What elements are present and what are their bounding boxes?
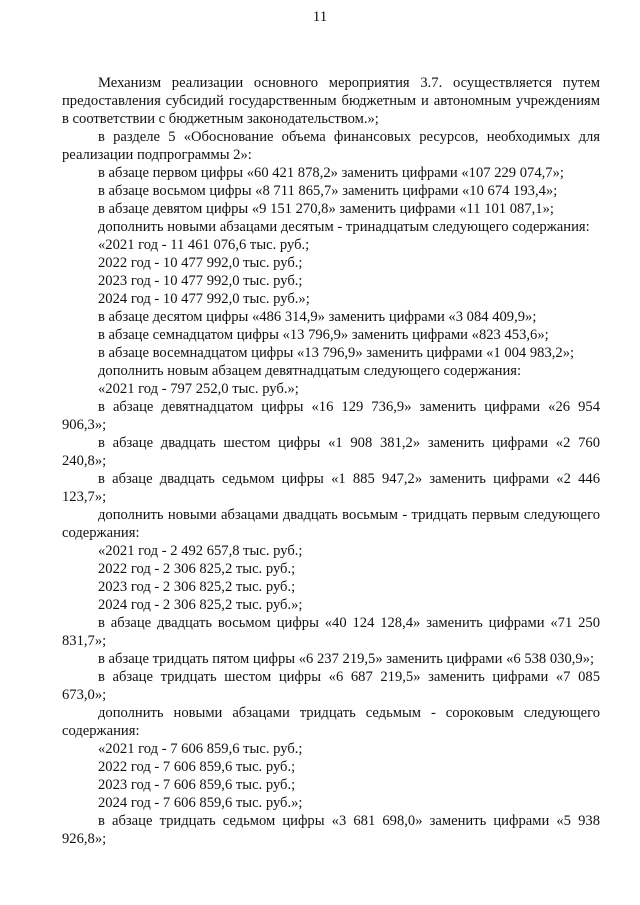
- document-body: [62, 74, 600, 848]
- paragraph: «2021 год - 2 492 657,8 тыс. руб.;: [98, 543, 303, 559]
- paragraph: 2022 год - 7 606 859,6 тыс. руб.;: [98, 759, 296, 775]
- paragraph: в абзаце десятом цифры «486 314,9» заменить цифрами «3 084 409,9»;: [98, 309, 537, 325]
- paragraph: 2023 год - 2 306 825,2 тыс. руб.;: [98, 579, 296, 595]
- paragraph: в абзаце первом цифры «60 421 878,2» заменить цифрами «107 229 074,7»;: [98, 165, 564, 181]
- paragraph: в абзаце двадцать седьмом цифры «1 885 947,2» заменить цифрами «2 446 123,7»;: [62, 471, 600, 505]
- paragraph: в абзаце тридцать пятом цифры «6 237 219,5» заменить цифрами «6 538 030,9»;: [98, 651, 595, 667]
- paragraph: в абзаце тридцать седьмом цифры «3 681 698,0» заменить цифрами «5 938 926,8»;: [62, 813, 600, 847]
- paragraph: дополнить новым абзацем девятнадцатым следующего содержания:: [98, 363, 522, 379]
- paragraph: в абзаце девятнадцатом цифры «16 129 736,9» заменить цифрами «26 954 906,3»;: [62, 399, 600, 433]
- paragraph: 2022 год - 2 306 825,2 тыс. руб.;: [98, 561, 296, 577]
- paragraph: «2021 год - 7 606 859,6 тыс. руб.;: [98, 741, 303, 757]
- paragraph: «2021 год - 797 252,0 тыс. руб.»;: [98, 381, 299, 397]
- paragraph: «2021 год - 11 461 076,6 тыс. руб.;: [98, 237, 310, 253]
- paragraph: Механизм реализации основного мероприятия 3.7. осуществляется путем предоставления субсидий государственным бюджетным и автономным учреждениям в соответствии с бюджетным законодательством.»;: [62, 75, 600, 127]
- page-number: 11: [312, 9, 328, 25]
- paragraph: 2023 год - 7 606 859,6 тыс. руб.;: [98, 777, 296, 793]
- paragraph: в абзаце восемнадцатом цифры «13 796,9» заменить цифрами «1 004 983,2»;: [98, 345, 575, 361]
- paragraph: дополнить новыми абзацами десятым - тринадцатым следующего содержания:: [98, 219, 590, 235]
- paragraph: в абзаце восьмом цифры «8 711 865,7» заменить цифрами «10 674 193,4»;: [98, 183, 558, 199]
- paragraph: 2024 год - 2 306 825,2 тыс. руб.»;: [98, 597, 303, 613]
- paragraph: 2024 год - 10 477 992,0 тыс. руб.»;: [98, 291, 310, 307]
- paragraph: 2022 год - 10 477 992,0 тыс. руб.;: [98, 255, 303, 271]
- paragraph: дополнить новыми абзацами двадцать восьмым - тридцать первым следующего содержания:: [62, 507, 600, 541]
- paragraph: дополнить новыми абзацами тридцать седьмым - сороковым следующего содержания:: [62, 705, 600, 739]
- paragraph: в разделе 5 «Обоснование объема финансовых ресурсов, необходимых для реализации подпрограммы 2»:: [62, 129, 600, 163]
- paragraph: в абзаце двадцать шестом цифры «1 908 381,2» заменить цифрами «2 760 240,8»;: [62, 435, 600, 469]
- paragraph: в абзаце девятом цифры «9 151 270,8» заменить цифрами «11 101 087,1»;: [98, 201, 554, 217]
- paragraph: 2023 год - 10 477 992,0 тыс. руб.;: [98, 273, 303, 289]
- paragraph: в абзаце семнадцатом цифры «13 796,9» заменить цифрами «823 453,6»;: [98, 327, 549, 343]
- paragraph: 2024 год - 7 606 859,6 тыс. руб.»;: [98, 795, 303, 811]
- paragraph: в абзаце тридцать шестом цифры «6 687 219,5» заменить цифрами «7 085 673,0»;: [62, 669, 600, 703]
- paragraph: в абзаце двадцать восьмом цифры «40 124 128,4» заменить цифрами «71 250 831,7»;: [62, 615, 600, 649]
